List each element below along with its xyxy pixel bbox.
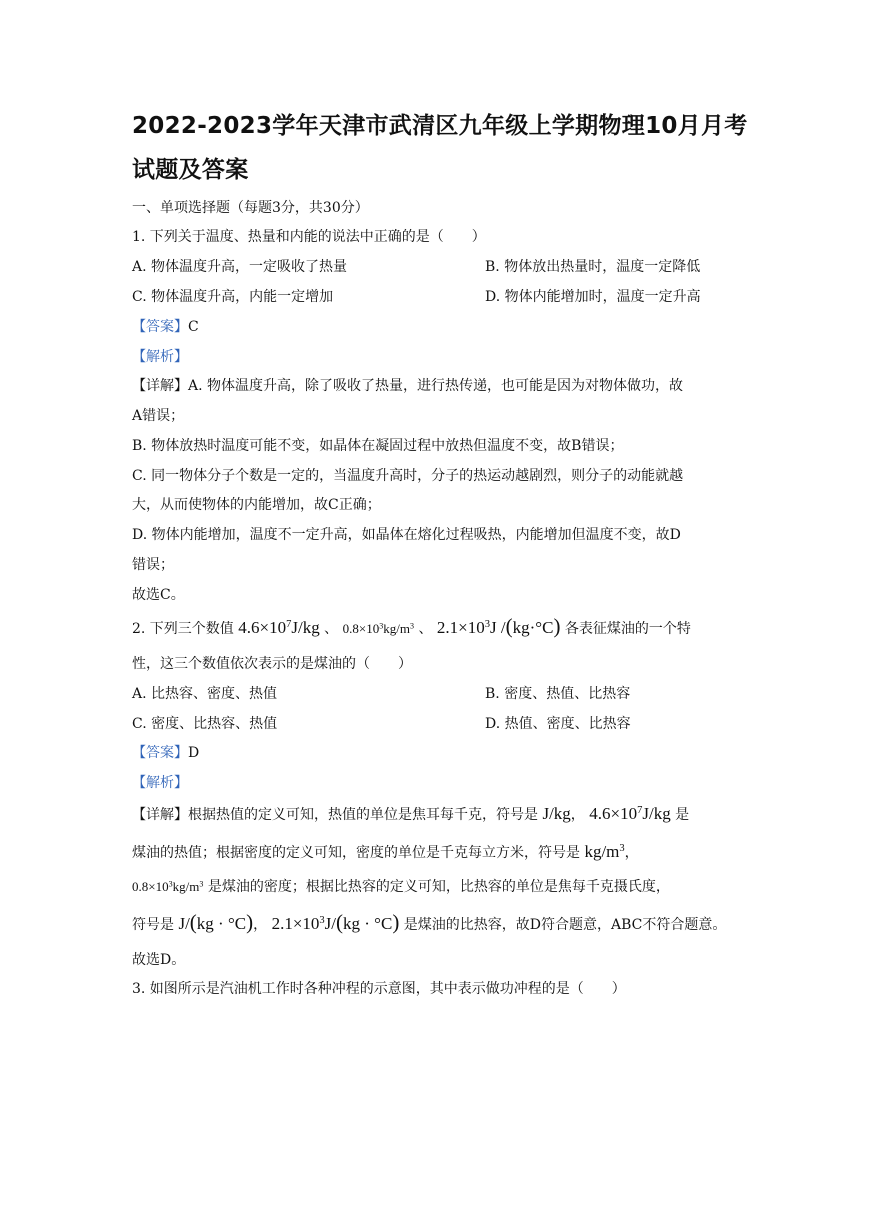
q2-answer — [132, 742, 199, 762]
q2-sep-1: 、 — [324, 621, 339, 637]
q2-detail-text-3: 是煤油的密度；根据比热容的定义可知，比热容的单位是焦每千克摄氏度， — [207, 879, 670, 895]
doc-title-line-2: 试题及答案 — [132, 157, 249, 183]
q2-detail-line-3 — [132, 874, 670, 900]
q2-stem-line-1 — [132, 613, 691, 642]
q3-stem: 3. 如图所示是汽油机工作时各种冲程的示意图，其中表示做功冲程的是（ ） — [132, 981, 626, 997]
q2-detail-line-4 — [132, 909, 726, 938]
q2-option-d: D. 热值、密度、比热容 — [485, 716, 631, 732]
q1-option-c: C. 物体温度升高，内能一定增加 — [132, 289, 334, 305]
q2-comma: ， — [570, 807, 585, 823]
q2-detail-value-2: $0.8\times 10^3kg/m^3$ — [132, 879, 204, 894]
detail-label: 【详解】 — [132, 378, 188, 394]
q2-detail-value-3: $2.1\times 10^3J/(kg \cdot ^\circ C)$ — [271, 910, 400, 934]
q2-value-1: $4.6\times 10^7J/kg$ — [238, 618, 320, 637]
q2-detail-text-4c: 是煤油的比热容，故D符合题意，ABC不符合题意。 — [403, 917, 727, 933]
doc-title-line-1: 2022-2023学年天津市武清区九年级上学期物理10月月考 — [132, 113, 748, 139]
q2-value-2: $0.8\times 10^3kg/m^3$ — [342, 621, 415, 636]
q2-comma-2: ， — [624, 845, 639, 861]
q1-analysis-label: 【解析】 — [132, 349, 188, 365]
q1-detail-line-2: A错误； — [132, 408, 185, 424]
q2-detail-text-4a: 符号是 — [132, 917, 174, 933]
q2-stem-prefix: 2. 下列三个数值 — [132, 621, 234, 637]
q2-stem-suffix: 各表征煤油的一个特 — [564, 621, 691, 637]
q2-value-3: $2.1\times 10^3J$ /(kg·°C) — [436, 614, 561, 638]
q1-detail-line-3: B. 物体放热时温度可能不变，如晶体在凝固过程中放热但温度不变，故B错误； — [132, 438, 624, 454]
q1-detail-line-1 — [132, 375, 683, 395]
q2-detail-text-2: 煤油的热值；根据密度的定义可知，密度的单位是千克每立方米，符号是 — [132, 845, 580, 861]
answer-label: 【答案】 — [132, 319, 188, 335]
q2-option-c: C. 密度、比热容、热值 — [132, 716, 278, 732]
q2-unit-kgm3: $kg/m^3$ — [584, 842, 625, 861]
q2-detail-line-1 — [132, 801, 689, 828]
answer-label: 【答案】 — [132, 745, 188, 761]
q2-comma-3: ， — [253, 917, 268, 933]
q2-detail-value-1: $4.6\times 10^7J/kg$ — [589, 804, 671, 823]
q1-detail-line-7: 错误； — [132, 557, 174, 573]
q2-option-b: B. 密度、热值、比热容 — [485, 686, 631, 702]
q2-detail-text-1a: 根据热值的定义可知，热值的单位是焦耳每千克，符号是 — [188, 807, 538, 823]
q1-detail-text-1: A. 物体温度升高，除了吸收了热量，进行热传递，也可能是因为对物体做功，故 — [188, 378, 684, 394]
q1-answer-value: C — [188, 319, 199, 335]
q1-conclusion: 故选C。 — [132, 587, 185, 603]
q2-detail-line-2 — [132, 839, 639, 866]
q2-option-a: A. 比热容、密度、热值 — [132, 686, 278, 702]
q1-option-a: A. 物体温度升高，一定吸收了热量 — [132, 259, 348, 275]
detail-label: 【详解】 — [132, 807, 188, 823]
q1-detail-line-5: 大，从而使物体的内能增加，故C正确； — [132, 497, 381, 513]
q2-conclusion: 故选D。 — [132, 952, 186, 968]
q2-unit-specific-heat: J/(kg · °C) — [178, 910, 254, 934]
q2-answer-value: D — [188, 745, 200, 761]
q2-analysis-label: 【解析】 — [132, 775, 188, 791]
q2-stem-line-2: 性，这三个数值依次表示的是煤油的（ ） — [132, 656, 412, 672]
q2-detail-text-1c: 是 — [675, 807, 690, 823]
q1-option-d: D. 物体内能增加时，温度一定升高 — [485, 289, 701, 305]
q1-option-b: B. 物体放出热量时，温度一定降低 — [485, 259, 701, 275]
q2-unit-jkg: J/kg — [542, 804, 571, 823]
q1-detail-line-6: D. 物体内能增加，温度不一定升高，如晶体在熔化过程吸热，内能增加但温度不变，故D — [132, 527, 681, 543]
q2-sep-2: 、 — [418, 621, 433, 637]
section-heading: 一、单项选择题（每题3分，共30分） — [132, 200, 369, 216]
q1-stem: 1. 下列关于温度、热量和内能的说法中正确的是（ ） — [132, 229, 486, 245]
q1-answer — [132, 316, 199, 336]
q1-detail-line-4: C. 同一物体分子个数是一定的，当温度升高时，分子的热运动越剧烈，则分子的动能就越 — [132, 468, 684, 484]
